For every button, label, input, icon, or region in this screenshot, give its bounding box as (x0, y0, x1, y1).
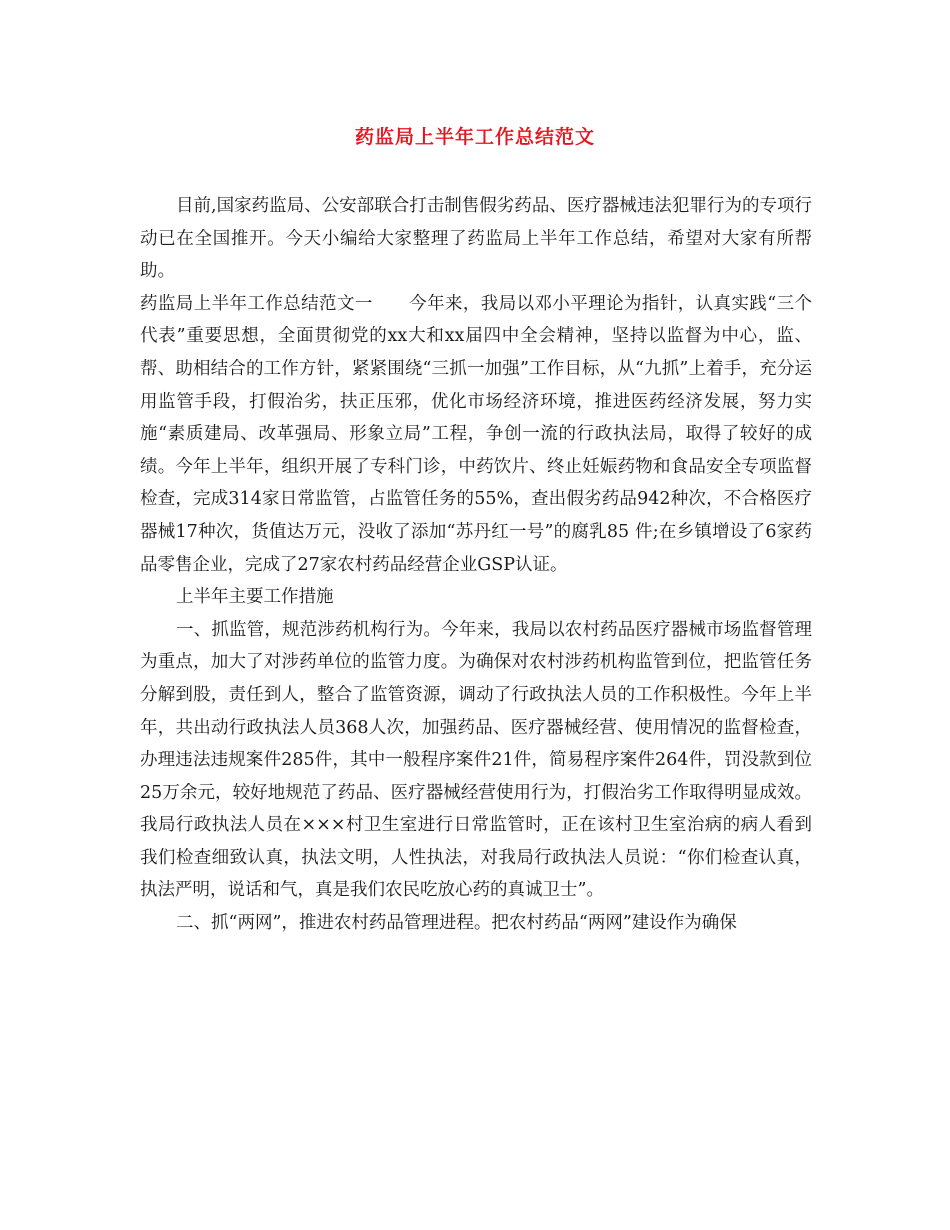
section-heading: 药监局上半年工作总结范文一 (140, 293, 373, 314)
measure-one-paragraph: 一、抓监管，规范涉药机构行为。今年来，我局以农村药品医疗器械市场监督管理为重点，加大了对涉药单位的监管力度。为确保对农村涉药机构监管到位，把监管任务分解到股，责任到人，整合了监管资源，调动了行政执法人员的工作积极性。今年上半年，共出动行政执法人员368人次，加强药品、医疗器械经营、使用情况的监督检查，办理违法违规案件285件，其中一般程序案件21件，简易程序案件264件，罚没款到位25万余元，较好地规范了药品、医疗器械经营使用行为，打假治劣工作取得明显成效。我局行政执法人员在×××村卫生室进行日常监管时，正在该村卫生室治病的病人看到我们检查细致认真，执法文明，人性执法，对我局行政执法人员说：“你们检查认真，执法严明，说话和气，真是我们农民吃放心药的真诚卫士”。 (140, 619, 812, 901)
measures-heading: 上半年主要工作措施 (176, 587, 334, 608)
measure-two-paragraph: 二、抓“两网”，推进农村药品管理进程。把农村药品“两网”建设作为确保 (176, 913, 737, 934)
section-body: 今年来，我局以邓小平理论为指针，认真实践“三个代表”重要思想，全面贯彻党的xx大和xx届四中全会精神，坚持以监督为中心，监、帮、助相结合的工作方针，紧紧围绕“三抓一加强”工作目标，从“九抓”上着手，充分运用监管手段，打假治劣，扶正压邪，优化市场经济环境，推进医药经济发展，努力实施“素质建局、改革强局、形象立局”工程，争创一流的行政执法局，取得了较好的成绩。今年上半年，组织开展了专科门诊，中药饮片、终止妊娠药物和食品安全专项监督检查，完成314家日常监管，占监管任务的55%，查出假劣药品942种次，不合格医疗器械17种次，货值达万元，没收了添加“苏丹红一号”的腐乳85 件;在乡镇增设了6家药品零售企业，完成了27家农村药品经营企业GSP认证。 (140, 293, 813, 575)
document-body (140, 190, 812, 940)
document-title: 药监局上半年工作总结范文 (354, 126, 595, 148)
section-paragraph (140, 288, 812, 581)
intro-paragraph: 目前,国家药监局、公安部联合打击制售假劣药品、医疗器械违法犯罪行为的专项行动已在全国推开。今天小编给大家整理了药监局上半年工作总结，希望对大家有所帮助。 (140, 196, 812, 282)
